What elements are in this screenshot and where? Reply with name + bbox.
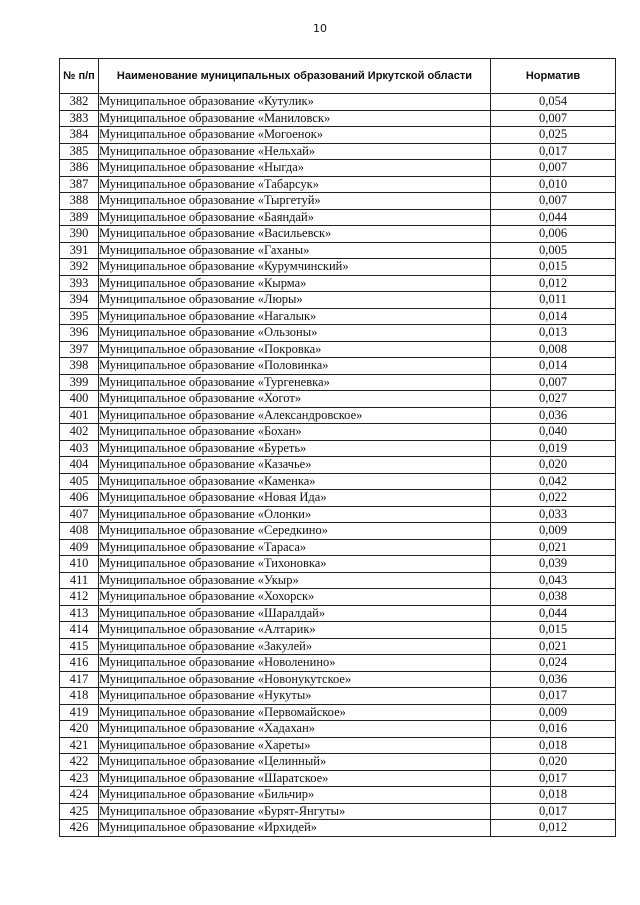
- row-municipality-name: Муниципальное образование «Целинный»: [99, 754, 491, 771]
- row-norm-value: 0,024: [491, 655, 616, 672]
- table-row: [60, 523, 616, 540]
- table-row: [60, 457, 616, 474]
- row-number: 404: [60, 457, 99, 474]
- row-norm-value: 0,025: [491, 127, 616, 144]
- table-row: [60, 193, 616, 210]
- row-municipality-name: Муниципальное образование «Бохан»: [99, 424, 491, 441]
- row-number: 410: [60, 556, 99, 573]
- row-norm-value: 0,022: [491, 490, 616, 507]
- table-body: [60, 94, 616, 837]
- table-row: [60, 374, 616, 391]
- table-row: [60, 638, 616, 655]
- row-norm-value: 0,036: [491, 407, 616, 424]
- row-norm-value: 0,007: [491, 160, 616, 177]
- table-row: [60, 110, 616, 127]
- header-number: № п/п: [60, 59, 99, 94]
- row-municipality-name: Муниципальное образование «Буреть»: [99, 440, 491, 457]
- row-norm-value: 0,014: [491, 358, 616, 375]
- row-municipality-name: Муниципальное образование «Ныгда»: [99, 160, 491, 177]
- row-norm-value: 0,016: [491, 721, 616, 738]
- table-row: [60, 325, 616, 342]
- table-row: [60, 539, 616, 556]
- row-municipality-name: Муниципальное образование «Казачье»: [99, 457, 491, 474]
- row-number: 396: [60, 325, 99, 342]
- row-municipality-name: Муниципальное образование «Табарсук»: [99, 176, 491, 193]
- row-number: 389: [60, 209, 99, 226]
- row-municipality-name: Муниципальное образование «Хогот»: [99, 391, 491, 408]
- row-municipality-name: Муниципальное образование «Васильевск»: [99, 226, 491, 243]
- row-municipality-name: Муниципальное образование «Покровка»: [99, 341, 491, 358]
- row-number: 426: [60, 820, 99, 837]
- row-norm-value: 0,007: [491, 193, 616, 210]
- row-municipality-name: Муниципальное образование «Тыргетуй»: [99, 193, 491, 210]
- table-row: [60, 391, 616, 408]
- row-number: 416: [60, 655, 99, 672]
- row-municipality-name: Муниципальное образование «Могоенок»: [99, 127, 491, 144]
- row-municipality-name: Муниципальное образование «Закулей»: [99, 638, 491, 655]
- table-row: [60, 94, 616, 111]
- row-norm-value: 0,027: [491, 391, 616, 408]
- row-municipality-name: Муниципальное образование «Кутулик»: [99, 94, 491, 111]
- row-number: 388: [60, 193, 99, 210]
- table-row: [60, 440, 616, 457]
- row-norm-value: 0,040: [491, 424, 616, 441]
- row-norm-value: 0,014: [491, 308, 616, 325]
- table-row: [60, 671, 616, 688]
- row-number: 384: [60, 127, 99, 144]
- row-municipality-name: Муниципальное образование «Баяндай»: [99, 209, 491, 226]
- row-norm-value: 0,021: [491, 539, 616, 556]
- row-number: 412: [60, 589, 99, 606]
- row-municipality-name: Муниципальное образование «Курумчинский»: [99, 259, 491, 276]
- table-row: [60, 127, 616, 144]
- row-municipality-name: Муниципальное образование «Укыр»: [99, 572, 491, 589]
- row-norm-value: 0,043: [491, 572, 616, 589]
- row-municipality-name: Муниципальное образование «Нукуты»: [99, 688, 491, 705]
- row-norm-value: 0,017: [491, 688, 616, 705]
- table-row: [60, 572, 616, 589]
- table-row: [60, 589, 616, 606]
- row-number: 408: [60, 523, 99, 540]
- row-norm-value: 0,021: [491, 638, 616, 655]
- row-municipality-name: Муниципальное образование «Половинка»: [99, 358, 491, 375]
- table-row: [60, 292, 616, 309]
- row-number: 400: [60, 391, 99, 408]
- table-row: [60, 820, 616, 837]
- table-row: [60, 770, 616, 787]
- table-row: [60, 721, 616, 738]
- table-row: [60, 242, 616, 259]
- row-norm-value: 0,044: [491, 605, 616, 622]
- table-row: [60, 688, 616, 705]
- row-municipality-name: Муниципальное образование «Шаратское»: [99, 770, 491, 787]
- table-row: [60, 605, 616, 622]
- table-header: [60, 59, 616, 94]
- row-municipality-name: Муниципальное образование «Новая Ида»: [99, 490, 491, 507]
- row-norm-value: 0,009: [491, 704, 616, 721]
- row-norm-value: 0,009: [491, 523, 616, 540]
- row-municipality-name: Муниципальное образование «Алтарик»: [99, 622, 491, 639]
- row-number: 419: [60, 704, 99, 721]
- row-municipality-name: Муниципальное образование «Каменка»: [99, 473, 491, 490]
- row-municipality-name: Муниципальное образование «Гаханы»: [99, 242, 491, 259]
- row-number: 390: [60, 226, 99, 243]
- row-norm-value: 0,042: [491, 473, 616, 490]
- row-number: 417: [60, 671, 99, 688]
- table-row: [60, 655, 616, 672]
- row-norm-value: 0,012: [491, 820, 616, 837]
- row-norm-value: 0,006: [491, 226, 616, 243]
- row-number: 414: [60, 622, 99, 639]
- row-number: 418: [60, 688, 99, 705]
- row-number: 421: [60, 737, 99, 754]
- row-municipality-name: Муниципальное образование «Шаралдай»: [99, 605, 491, 622]
- row-number: 409: [60, 539, 99, 556]
- row-number: 405: [60, 473, 99, 490]
- row-number: 391: [60, 242, 99, 259]
- row-municipality-name: Муниципальное образование «Хареты»: [99, 737, 491, 754]
- row-number: 403: [60, 440, 99, 457]
- row-municipality-name: Муниципальное образование «Александровское»: [99, 407, 491, 424]
- row-norm-value: 0,018: [491, 787, 616, 804]
- row-municipality-name: Муниципальное образование «Олонки»: [99, 506, 491, 523]
- table-row: [60, 473, 616, 490]
- row-norm-value: 0,018: [491, 737, 616, 754]
- row-number: 411: [60, 572, 99, 589]
- row-number: 423: [60, 770, 99, 787]
- table-row: [60, 803, 616, 820]
- row-municipality-name: Муниципальное образование «Тараса»: [99, 539, 491, 556]
- row-number: 425: [60, 803, 99, 820]
- row-norm-value: 0,011: [491, 292, 616, 309]
- row-number: 395: [60, 308, 99, 325]
- row-municipality-name: Муниципальное образование «Ирхидей»: [99, 820, 491, 837]
- table-row: [60, 490, 616, 507]
- row-municipality-name: Муниципальное образование «Новонукутское»: [99, 671, 491, 688]
- row-number: 382: [60, 94, 99, 111]
- row-number: 387: [60, 176, 99, 193]
- table-row: [60, 622, 616, 639]
- row-number: 424: [60, 787, 99, 804]
- row-norm-value: 0,039: [491, 556, 616, 573]
- table-row: [60, 506, 616, 523]
- row-municipality-name: Муниципальное образование «Новоленино»: [99, 655, 491, 672]
- row-norm-value: 0,017: [491, 803, 616, 820]
- row-municipality-name: Муниципальное образование «Первомайское»: [99, 704, 491, 721]
- row-norm-value: 0,008: [491, 341, 616, 358]
- row-norm-value: 0,020: [491, 457, 616, 474]
- row-norm-value: 0,017: [491, 143, 616, 160]
- row-norm-value: 0,044: [491, 209, 616, 226]
- row-municipality-name: Муниципальное образование «Маниловск»: [99, 110, 491, 127]
- row-number: 402: [60, 424, 99, 441]
- row-norm-value: 0,015: [491, 622, 616, 639]
- row-number: 401: [60, 407, 99, 424]
- row-number: 420: [60, 721, 99, 738]
- row-municipality-name: Муниципальное образование «Середкино»: [99, 523, 491, 540]
- table-row: [60, 308, 616, 325]
- row-municipality-name: Муниципальное образование «Хохорск»: [99, 589, 491, 606]
- table-row: [60, 556, 616, 573]
- table-row: [60, 259, 616, 276]
- row-municipality-name: Муниципальное образование «Ользоны»: [99, 325, 491, 342]
- table-row: [60, 787, 616, 804]
- row-municipality-name: Муниципальное образование «Тихоновка»: [99, 556, 491, 573]
- row-norm-value: 0,005: [491, 242, 616, 259]
- table-row: [60, 341, 616, 358]
- norm-table: [59, 58, 616, 837]
- table-row: [60, 358, 616, 375]
- row-municipality-name: Муниципальное образование «Бурят-Янгуты»: [99, 803, 491, 820]
- row-norm-value: 0,012: [491, 275, 616, 292]
- row-norm-value: 0,013: [491, 325, 616, 342]
- row-norm-value: 0,007: [491, 110, 616, 127]
- page-number: 10: [313, 22, 327, 35]
- row-norm-value: 0,019: [491, 440, 616, 457]
- row-norm-value: 0,007: [491, 374, 616, 391]
- row-norm-value: 0,036: [491, 671, 616, 688]
- row-municipality-name: Муниципальное образование «Люры»: [99, 292, 491, 309]
- header-row: [60, 59, 616, 94]
- row-number: 385: [60, 143, 99, 160]
- row-number: 415: [60, 638, 99, 655]
- row-municipality-name: Муниципальное образование «Бильчир»: [99, 787, 491, 804]
- row-number: 406: [60, 490, 99, 507]
- table-row: [60, 176, 616, 193]
- row-norm-value: 0,015: [491, 259, 616, 276]
- row-number: 407: [60, 506, 99, 523]
- header-norm: Норматив: [491, 59, 616, 94]
- row-municipality-name: Муниципальное образование «Хадахан»: [99, 721, 491, 738]
- table-row: [60, 704, 616, 721]
- row-number: 413: [60, 605, 99, 622]
- row-number: 393: [60, 275, 99, 292]
- row-number: 399: [60, 374, 99, 391]
- row-norm-value: 0,017: [491, 770, 616, 787]
- row-municipality-name: Муниципальное образование «Нагалык»: [99, 308, 491, 325]
- row-number: 392: [60, 259, 99, 276]
- row-municipality-name: Муниципальное образование «Тургеневка»: [99, 374, 491, 391]
- header-name: Наименование муниципальных образований Иркутской области: [99, 59, 491, 94]
- row-norm-value: 0,020: [491, 754, 616, 771]
- row-municipality-name: Муниципальное образование «Кырма»: [99, 275, 491, 292]
- table-row: [60, 424, 616, 441]
- table-row: [60, 407, 616, 424]
- table-row: [60, 737, 616, 754]
- row-norm-value: 0,054: [491, 94, 616, 111]
- row-norm-value: 0,010: [491, 176, 616, 193]
- row-norm-value: 0,033: [491, 506, 616, 523]
- table-row: [60, 143, 616, 160]
- row-number: 398: [60, 358, 99, 375]
- table-row: [60, 226, 616, 243]
- row-number: 397: [60, 341, 99, 358]
- table-row: [60, 209, 616, 226]
- row-municipality-name: Муниципальное образование «Нельхай»: [99, 143, 491, 160]
- row-number: 422: [60, 754, 99, 771]
- table-row: [60, 754, 616, 771]
- table-row: [60, 160, 616, 177]
- row-number: 394: [60, 292, 99, 309]
- row-number: 383: [60, 110, 99, 127]
- row-norm-value: 0,038: [491, 589, 616, 606]
- row-number: 386: [60, 160, 99, 177]
- table-row: [60, 275, 616, 292]
